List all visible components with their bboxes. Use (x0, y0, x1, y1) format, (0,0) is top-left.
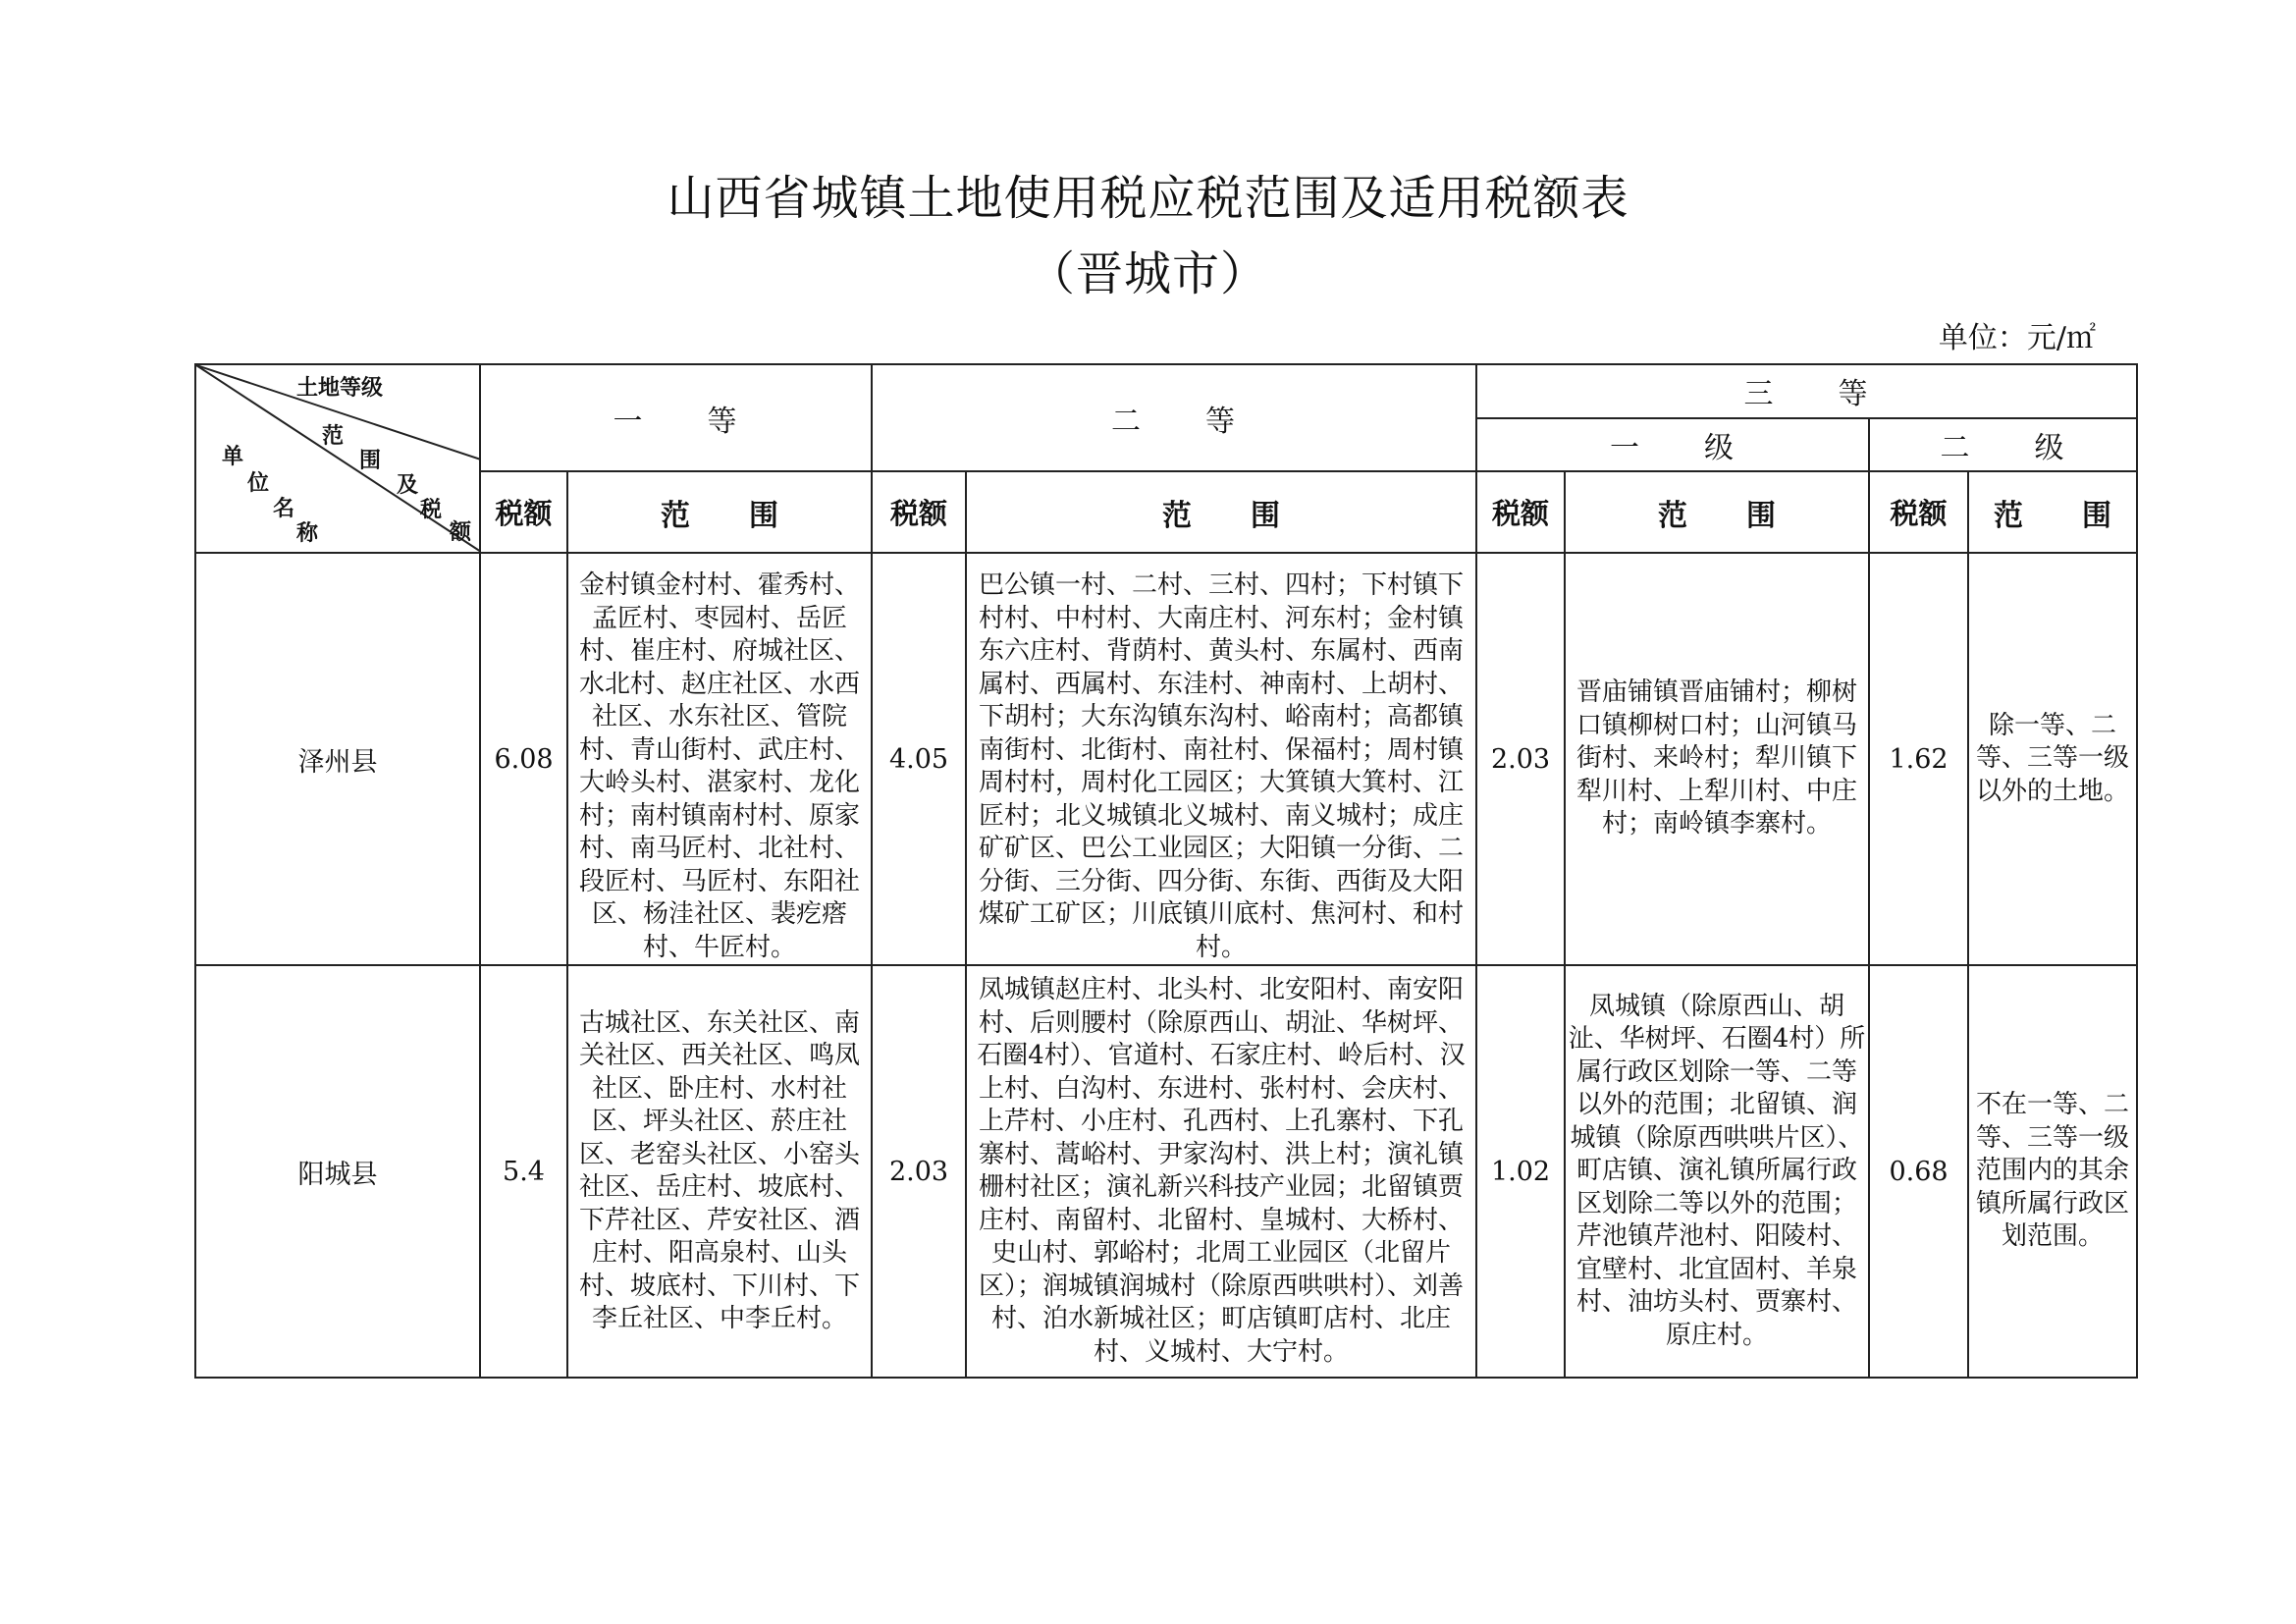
page-title: 山西省城镇土地使用税应税范围及适用税额表 (667, 171, 1629, 226)
tax-header-g1: 税额 (480, 471, 567, 553)
diagonal-label-scope-1: 范 (322, 424, 345, 449)
header-row-1 (195, 364, 2137, 418)
tax-value-g3b: 0.68 (1869, 965, 1968, 1378)
tax-header-g2: 税额 (872, 471, 966, 553)
scope-header-g1: 范 围 (567, 471, 872, 553)
diagonal-label-unit-1: 单 (222, 445, 244, 469)
county-name: 阳城县 (195, 965, 480, 1378)
tax-value-g1: 6.08 (480, 553, 567, 965)
county-name: 泽州县 (195, 553, 480, 965)
diagonal-label-grade: 土地等级 (296, 376, 384, 401)
scope-text-g3b: 不在一等、二等、三等一级范围内的其余镇所属行政区划范围。 (1968, 965, 2137, 1378)
diagonal-label-scope-5: 额 (450, 520, 472, 545)
scope-text-g1: 金村镇金村村、霍秀村、孟匠村、枣园村、岳匠村、崔庄村、府城社区、水北村、赵庄社区、水西社区、水东社区、管院村、青山街村、武庄村、大岭头村、湛家村、龙化村；南村镇南村村、原家村、南马匠村、北社村、段匠村、马匠村、东阳社区、杨洼社区、裴疙瘩村、牛匠村。 (567, 553, 872, 965)
scope-header-g3b: 范 围 (1968, 471, 2137, 553)
tax-header-g3a: 税额 (1476, 471, 1565, 553)
diagonal-label-unit-2: 位 (247, 471, 270, 496)
tax-table (194, 363, 2138, 1379)
table-row (195, 553, 2137, 965)
scope-text-g3a: 凤城镇（除原西山、胡沚、华树坪、石圈4村）所属行政区划除一等、二等以外的范围；北留镇、润城镇（除原西哄哄片区）、町店镇、演礼镇所属行政区划除二等以外的范围；芹池镇芹池村、阳陵村、宜壁村、北宜固村、羊泉村、油坊头村、贾寨村、原庄村。 (1565, 965, 1869, 1378)
tax-value-g3a: 1.02 (1476, 965, 1565, 1378)
diagonal-label-scope-3: 及 (397, 473, 419, 498)
tax-value-g2: 4.05 (872, 553, 966, 965)
page-subtitle: （晋城市） (1027, 246, 1268, 301)
tax-value-g3b: 1.62 (1869, 553, 1968, 965)
grade-1-header: 一 等 (480, 364, 872, 471)
grade-3-level-1-header: 一 级 (1476, 418, 1869, 472)
diagonal-header-cell (195, 364, 480, 553)
diagonal-label-scope-4: 税 (420, 498, 443, 522)
diagonal-label-scope-2: 围 (359, 449, 382, 473)
tax-value-g3a: 2.03 (1476, 553, 1565, 965)
grade-3-level-2-header: 二 级 (1869, 418, 2137, 472)
scope-text-g3a: 晋庙铺镇晋庙铺村；柳树口镇柳树口村；山河镇马街村、来岭村；犁川镇下犁川村、上犁川村、中庄村；南岭镇李寨村。 (1565, 553, 1869, 965)
scope-header-g3a: 范 围 (1565, 471, 1869, 553)
tax-header-g3b: 税额 (1869, 471, 1968, 553)
scope-text-g2: 巴公镇一村、二村、三村、四村；下村镇下村村、中村村、大南庄村、河东村；金村镇东六庄村、背荫村、黄头村、东属村、西南属村、西属村、东洼村、神南村、上胡村、下胡村；大东沟镇东沟村、峪南村；高都镇南街村、北街村、南社村、保福村；周村镇周村村，周村化工园区；大箕镇大箕村、江匠村；北义城镇北义城村、南义城村；成庄矿矿区、巴公工业园区；大阳镇一分街、二分街、三分街、四分街、东街、西街及大阳煤矿工矿区；川底镇川底村、焦河村、和村村。 (966, 553, 1476, 965)
diagonal-label-unit-4: 称 (296, 521, 319, 546)
table-row (195, 965, 2137, 1378)
grade-2-header: 二 等 (872, 364, 1476, 471)
unit-label: 单位：元/㎡ (1938, 321, 2096, 355)
tax-value-g1: 5.4 (480, 965, 567, 1378)
scope-header-g2: 范 围 (966, 471, 1476, 553)
scope-text-g2: 凤城镇赵庄村、北头村、北安阳村、南安阳村、后则腰村（除原西山、胡沚、华树坪、石圈4村）、官道村、石家庄村、岭后村、汉上村、白沟村、东进村、张村村、会庆村、上芹村、小庄村、孔西村、上孔寨村、下孔寨村、蒿峪村、尹家沟村、洪上村；演礼镇栅村社区；演礼新兴科技产业园；北留镇贾庄村、南留村、北留村、皇城村、大桥村、史山村、郭峪村；北周工业园区（北留片区）；润城镇润城村（除原西哄哄村）、刘善村、泊水新城社区；町店镇町店村、北庄村、义城村、大宁村。 (966, 965, 1476, 1378)
header-row-3 (195, 471, 2137, 553)
scope-text-g1: 古城社区、东关社区、南关社区、西关社区、鸣凤社区、卧庄村、水村社区、坪头社区、菸庄社区、老窑头社区、小窑头社区、岳庄村、坡底村、下芹社区、芹安社区、酒庄村、阳高泉村、山头村、坡底村、下川村、下李丘社区、中李丘村。 (567, 965, 872, 1378)
grade-3-header: 三 等 (1476, 364, 2137, 418)
diagonal-label-unit-3: 名 (273, 497, 295, 521)
scope-text-g3b: 除一等、二等、三等一级以外的土地。 (1968, 553, 2137, 965)
tax-value-g2: 2.03 (872, 965, 966, 1378)
